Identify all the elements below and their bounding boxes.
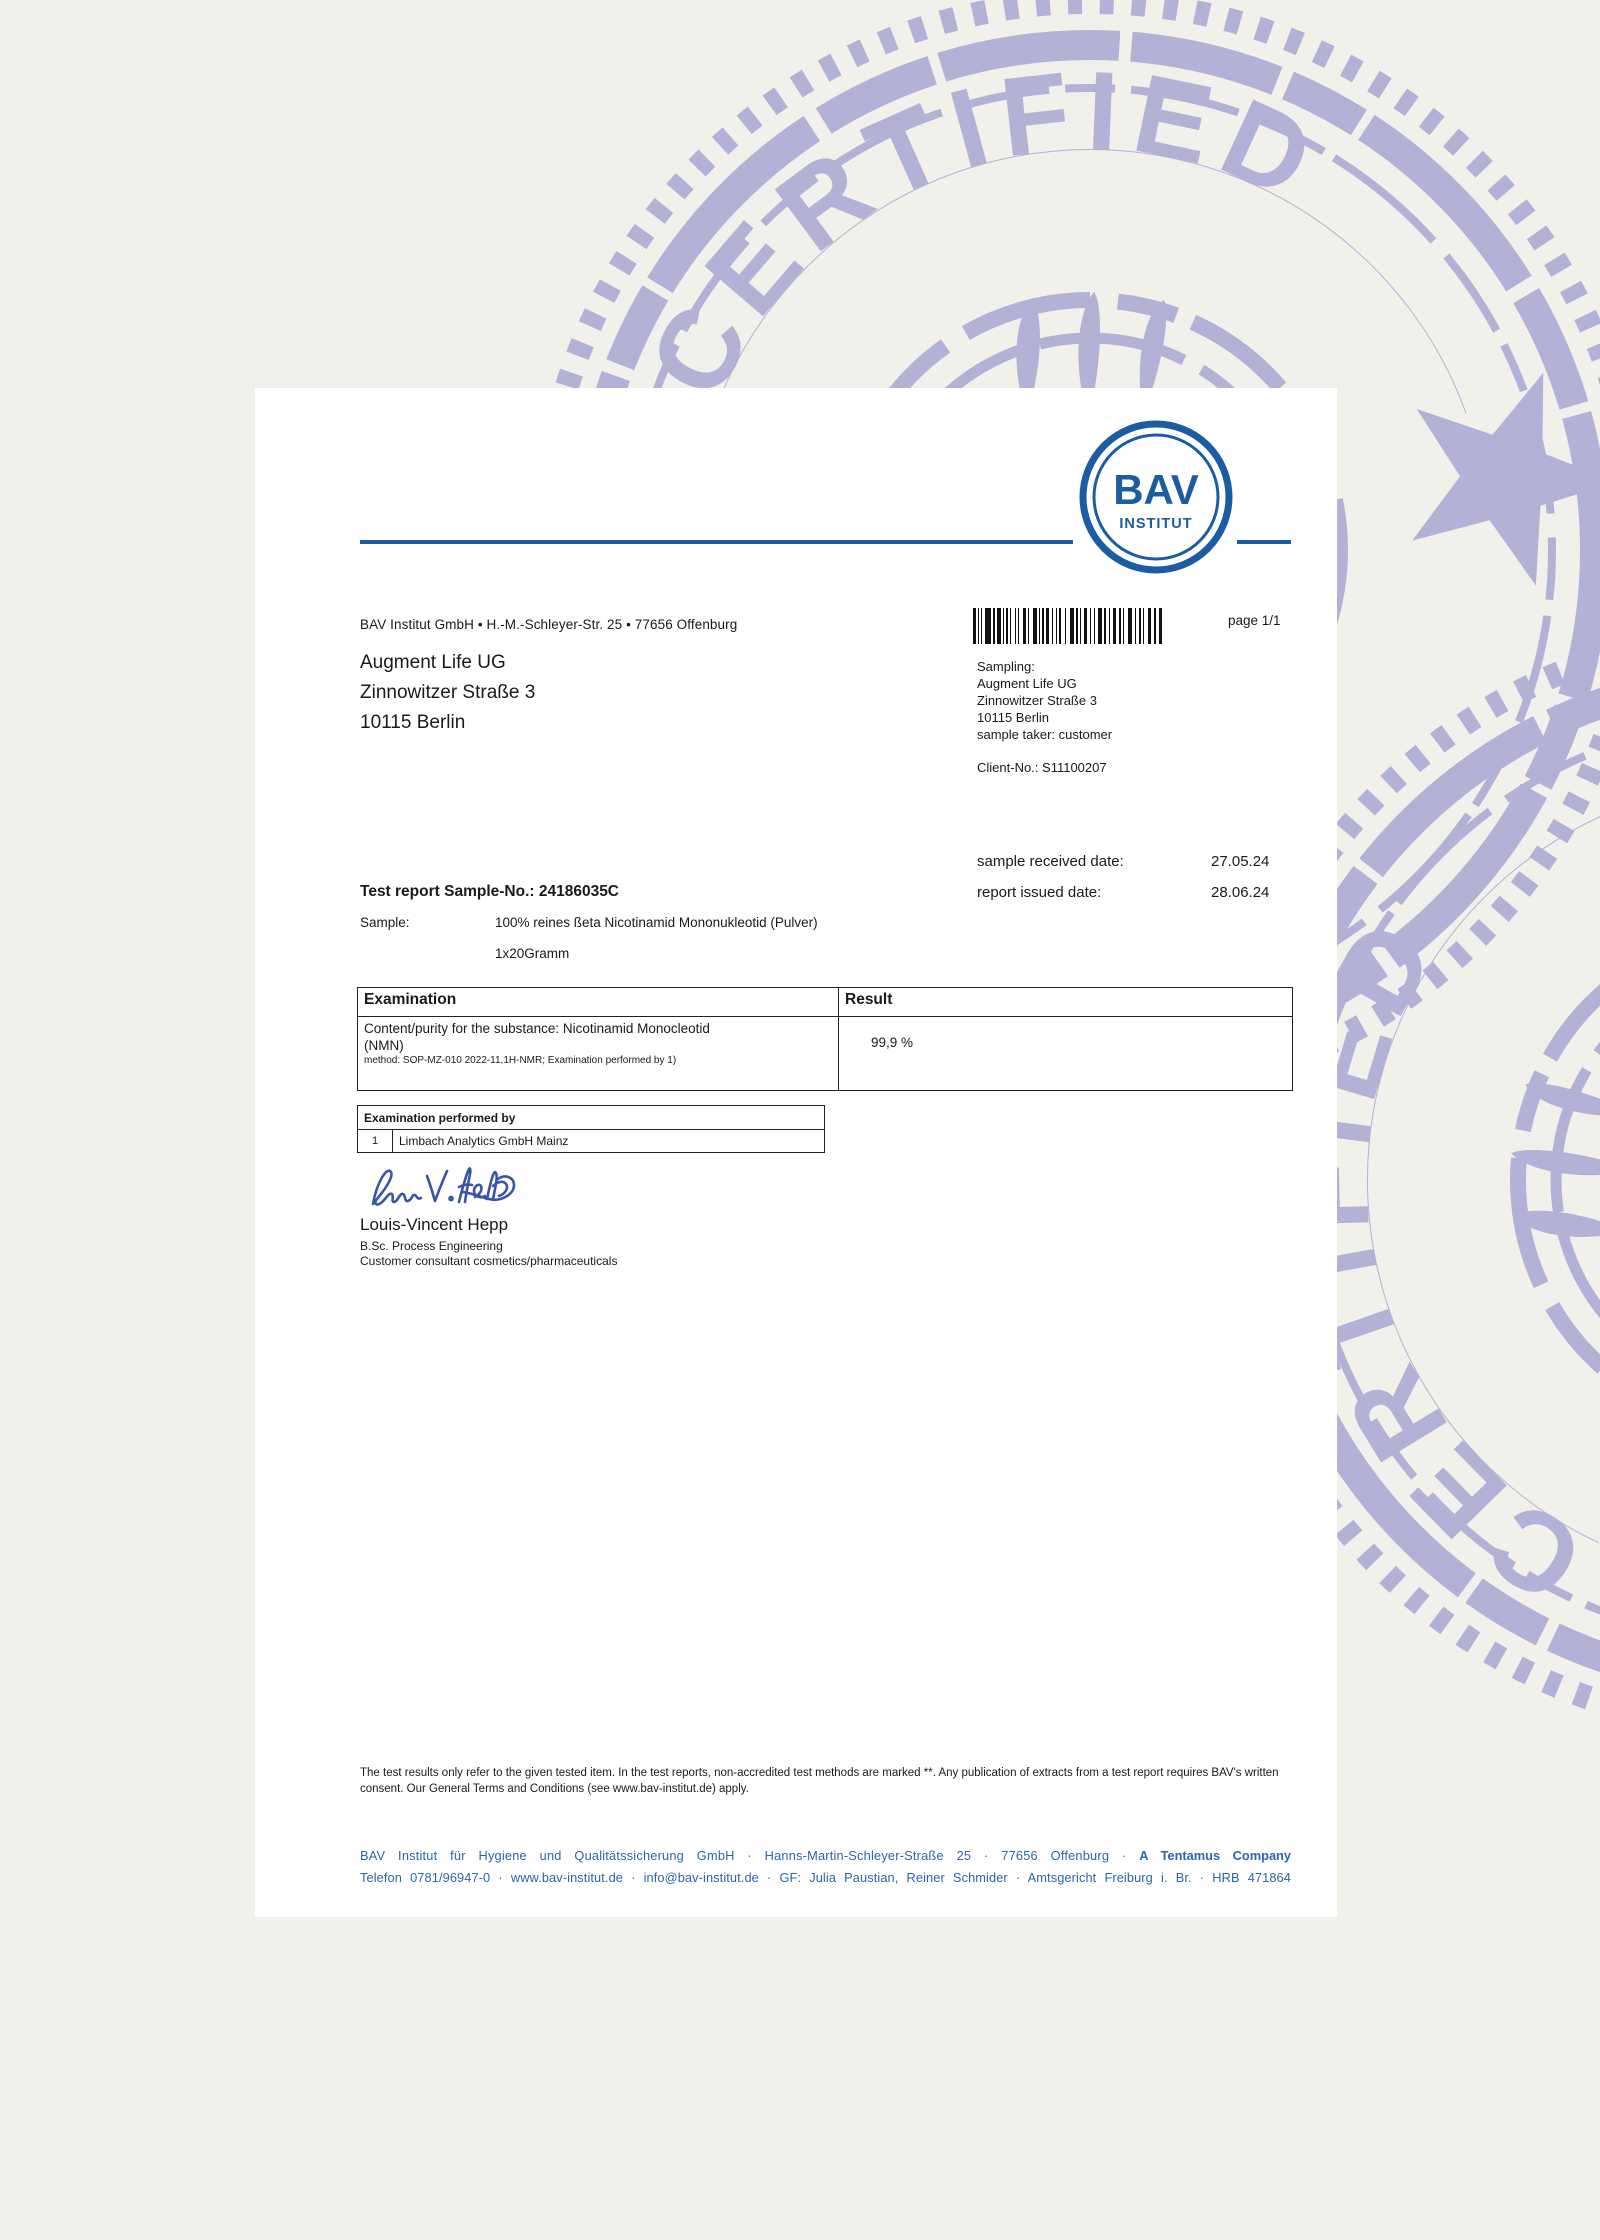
sample-description-line1: 100% reines ßeta Nicotinamid Mononukleotid (Pulver) — [495, 915, 818, 930]
bav-institut-logo — [1071, 412, 1241, 582]
performed-by-lab: Limbach Analytics GmbH Mainz — [393, 1130, 825, 1153]
performed-by-header-row — [358, 1106, 825, 1130]
recipient-city: 10115 Berlin — [360, 712, 466, 733]
sampling-name: Augment Life UG — [977, 676, 1077, 691]
sample-description-line2: 1x20Gramm — [495, 946, 570, 961]
signature-handwriting — [367, 1158, 517, 1216]
signatory-degree: B.Sc. Process Engineering — [360, 1239, 503, 1253]
results-header-examination: Examination — [358, 988, 839, 1017]
recipient-address — [360, 648, 535, 738]
signatory-role: Customer consultant cosmetics/pharmaceuticals — [360, 1254, 618, 1268]
sample-label: Sample: — [360, 915, 410, 930]
barcode — [973, 608, 1165, 644]
performed-by-header: Examination performed by — [358, 1106, 825, 1130]
report-issued-label: report issued date: — [977, 884, 1102, 901]
results-header-result: Result — [839, 988, 1293, 1017]
examination-method: method: SOP-MZ-010 2022-11,1H-NMR; Examination performed by 1) — [364, 1055, 677, 1066]
page-counter: page 1/1 — [1228, 613, 1281, 628]
performed-by-number: 1 — [358, 1130, 393, 1153]
recipient-street: Zinnowitzer Straße 3 — [360, 682, 536, 703]
sampling-city: 10115 Berlin — [977, 710, 1050, 725]
results-table — [357, 987, 1293, 1091]
footer-contact-line: Telefon 0781/96947-0 · www.bav-institut.de · info@bav-institut.de · GF: Julia Paustian, Reiner Schmider · Amtsgericht Freiburg i. Br. · HRB 471864 — [360, 1870, 1291, 1885]
disclaimer-text: The test results only refer to the given tested item. In the test reports, non-accredited test methods are marked **. Any publication of extracts from a test report requires BAV's written consent. Our General Terms and Conditions (see www.bav-institut.de) apply. — [360, 1767, 1279, 1795]
sample-received-value: 27.05.24 — [1211, 853, 1270, 870]
header-rule-right — [1237, 540, 1291, 544]
header-rule-left — [360, 540, 1073, 544]
sample-received-label: sample received date: — [977, 853, 1124, 870]
logo-text-institut: INSTITUT — [1119, 516, 1193, 532]
signatory-name: Louis-Vincent Hepp — [360, 1215, 509, 1234]
report-issued-value: 28.06.24 — [1211, 884, 1270, 901]
footer-company-line — [360, 1848, 1291, 1863]
client-number: Client-No.: S11100207 — [977, 760, 1107, 775]
sampling-label: Sampling: — [977, 659, 1035, 674]
sender-line: BAV Institut GmbH • H.-M.-Schleyer-Str. 25 • 77656 Offenburg — [360, 617, 738, 632]
footer-tentamus: A Tentamus Company — [1139, 1848, 1291, 1863]
logo-text-bav: BAV — [1113, 466, 1199, 513]
performed-by-table — [357, 1105, 825, 1153]
recipient-name: Augment Life UG — [360, 652, 506, 673]
sampling-street: Zinnowitzer Straße 3 — [977, 693, 1097, 708]
performed-by-row — [358, 1130, 825, 1153]
report-page — [255, 388, 1337, 1917]
examination-text-line2: (NMN) — [364, 1038, 404, 1053]
results-table-row — [358, 1017, 1293, 1091]
result-value: 99,9 % — [839, 1017, 1293, 1091]
examination-text-line1: Content/purity for the substance: Nicotinamid Monocleotid — [364, 1021, 710, 1036]
sampling-taker: sample taker: customer — [977, 727, 1113, 742]
report-title: Test report Sample-No.: 24186035C — [360, 883, 620, 900]
sampling-block — [977, 658, 1112, 743]
results-table-header-row — [358, 988, 1293, 1017]
footer-company-main: BAV Institut für Hygiene und Qualitätssicherung GmbH · Hanns-Martin-Schleyer-Straße 25 · 77656 Offenburg · — [360, 1848, 1140, 1863]
